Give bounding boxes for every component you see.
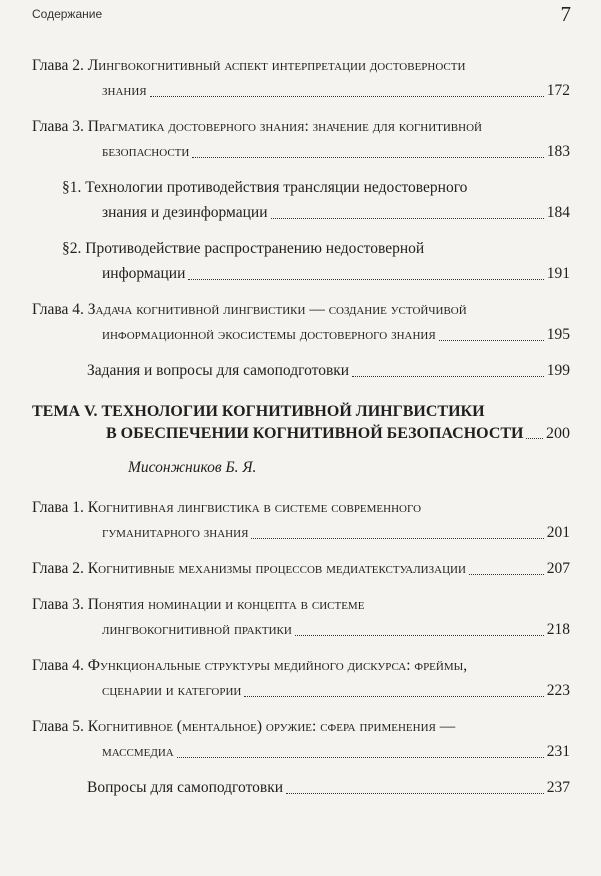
entry-page: 237: [546, 779, 570, 796]
toc-entry[interactable]: [32, 114, 570, 164]
entry-title-cont: знания и дезинформации: [102, 204, 268, 221]
entry-title-cont: информационной экосистемы достоверного знания: [102, 326, 436, 343]
toc-entry[interactable]: [32, 175, 570, 225]
leader-dots: [244, 696, 543, 697]
entry-title: Когнитивная лингвистика в системе современного: [87, 499, 422, 516]
entry-label: §1.: [62, 179, 82, 196]
toc-topic[interactable]: [32, 401, 570, 445]
entry-title-cont: информации: [102, 265, 186, 282]
topic-title: ТЕМА V. ТЕХНОЛОГИИ КОГНИТИВНОЙ ЛИНГВИСТИКИ: [32, 403, 485, 420]
page-number: 7: [560, 2, 571, 26]
entry-title: Задача когнитивной лингвистики — создание устойчивой: [87, 301, 467, 318]
entry-page: 218: [546, 621, 570, 638]
entry-page: 191: [546, 265, 570, 282]
entry-label: Глава 4.: [32, 301, 84, 318]
entry-page: 207: [546, 560, 570, 577]
entry-title: Функциональные структуры медийного дискурса: фреймы,: [87, 657, 468, 674]
toc-entry[interactable]: [32, 358, 570, 383]
entry-label: Глава 4.: [32, 657, 84, 674]
entry-label: §2.: [62, 240, 82, 257]
leader-dots: [295, 635, 544, 636]
entry-title: Лингвокогнитивный аспект интерпретации достоверности: [87, 57, 466, 74]
toc-entry[interactable]: [32, 556, 570, 581]
entry-title: Понятия номинации и концепта в системе: [87, 596, 365, 613]
leader-dots: [469, 574, 544, 575]
leader-dots: [352, 376, 544, 377]
entry-page: 201: [546, 524, 570, 541]
entry-title: Противодействие распространению недостоверной: [85, 240, 425, 257]
leader-dots: [251, 538, 543, 539]
toc-entry[interactable]: [32, 53, 570, 103]
entry-title-cont: массмедиа: [102, 743, 174, 760]
leader-dots: [271, 218, 544, 219]
entry-page: 195: [546, 326, 570, 343]
entry-page: 199: [546, 362, 570, 379]
entry-label: Глава 2.: [32, 57, 84, 74]
toc-entry[interactable]: [32, 653, 570, 703]
topic-author: Мисонжников Б. Я.: [128, 459, 257, 476]
entry-page: 172: [546, 82, 570, 99]
entry-title-cont: лингвокогнитивной практики: [102, 621, 292, 638]
entry-label: Глава 5.: [32, 718, 84, 735]
running-header: Содержание: [32, 7, 103, 21]
entry-label: Глава 2.: [32, 560, 84, 577]
toc-entry[interactable]: [32, 592, 570, 642]
leader-dots: [188, 279, 543, 280]
entry-title: Задания и вопросы для самоподготовки: [87, 362, 350, 379]
leader-dots: [286, 793, 544, 794]
entry-title: Когнитивные механизмы процессов медиатекстуализации: [87, 560, 466, 577]
topic-page: 200: [546, 425, 570, 442]
leader-dots: [526, 438, 543, 439]
entry-page: 184: [546, 204, 570, 221]
toc-entry[interactable]: [32, 236, 570, 286]
toc-entry[interactable]: [32, 495, 570, 545]
leader-dots: [177, 757, 544, 758]
entry-title-cont: гуманитарного знания: [102, 524, 249, 541]
entry-title: Прагматика достоверного знания: значение для когнитивной: [87, 118, 482, 135]
toc-entry[interactable]: [32, 297, 570, 347]
leader-dots: [439, 340, 544, 341]
entry-title-cont: безопасности: [102, 143, 190, 160]
entry-title-cont: сценарии и категории: [102, 682, 242, 699]
entry-page: 183: [546, 143, 570, 160]
entry-title: Технологии противодействия трансляции недостоверного: [85, 179, 468, 196]
leader-dots: [192, 157, 543, 158]
leader-dots: [150, 96, 544, 97]
entry-label: Глава 3.: [32, 118, 84, 135]
toc-entry[interactable]: [32, 775, 570, 800]
entry-title: Вопросы для самоподготовки: [87, 779, 284, 796]
entry-page: 231: [546, 743, 570, 760]
entry-title: Когнитивное (ментальное) оружие: сфера применения —: [87, 718, 456, 735]
topic-title-cont: В ОБЕСПЕЧЕНИИ КОГНИТИВНОЙ БЕЗОПАСНОСТИ: [106, 425, 524, 442]
entry-label: Глава 3.: [32, 596, 84, 613]
entry-label: Глава 1.: [32, 499, 84, 516]
entry-title-cont: знания: [102, 82, 147, 99]
table-of-contents: [32, 53, 570, 811]
entry-page: 223: [546, 682, 570, 699]
toc-entry[interactable]: [32, 714, 570, 764]
